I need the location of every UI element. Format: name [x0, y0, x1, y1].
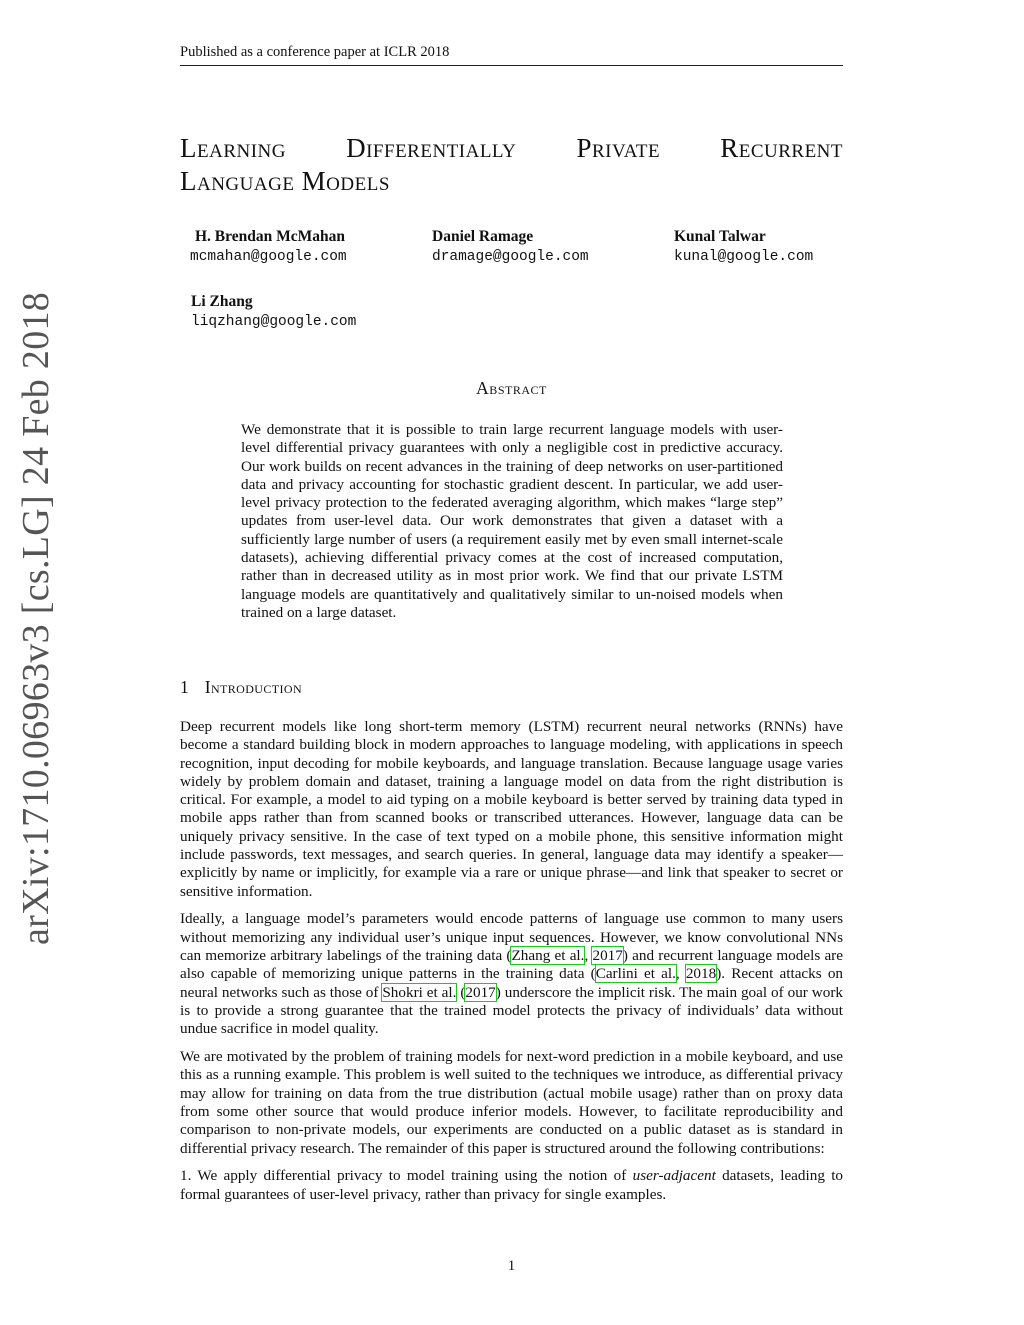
arxiv-identifier: arXiv:1710.06963v3 [cs.LG] 24 Feb 2018 — [15, 291, 57, 945]
paragraph-text: ( — [456, 983, 466, 1001]
author-email: liqzhang@google.com — [191, 314, 357, 330]
author-block — [190, 227, 347, 267]
emphasized-term: user-adjacent — [632, 1167, 716, 1185]
title-line-1: Learning Differentially Private Recurrent — [180, 133, 843, 163]
author-block — [674, 227, 813, 267]
paragraph-text: datasets, leading to formal guarantees of user-level privacy, rather than privacy for single examples. — [180, 1167, 844, 1203]
author-name: Li Zhang — [191, 293, 253, 310]
author-email: kunal@google.com — [674, 249, 814, 265]
paragraph-text: ). Recent attacks on neural networks such as those of — [180, 965, 844, 1001]
paragraph-text: ) underscore the implicit risk. The main goal of our work is to provide a strong guarantee that the trained model protects the privacy of individuals’ data without undue sacrifice in model quality. — [180, 983, 843, 1038]
paragraph-text: ) and recurrent language models are also capable of memorizing unique patterns in the training data ( — [180, 947, 843, 983]
paragraph-text: , — [584, 947, 593, 965]
section-heading — [180, 677, 843, 698]
author-name: H. Brendan McMahan — [195, 228, 345, 245]
citation-year-link[interactable]: 2017 — [465, 983, 496, 1001]
citation-year-link[interactable]: 2017 — [592, 947, 623, 965]
title-line-2: Language Models — [180, 166, 390, 196]
paragraph-text: Ideally, a language model’s parameters would encode patterns of language use common to many users without memorizing any individual user’s unique input sequences. However, we know convolutional NNs can memorize arbitrary labelings of the training data ( — [180, 910, 843, 965]
abstract-text: We demonstrate that it is possible to train large recurrent language models with user-level differential privacy guarantees with only a negligible cost in predictive accuracy. Our work builds on recent advances in the training of deep networks on user-partitioned data and privacy accounting for stochastic gradient descent. In particular, we add user-level privacy protection to the federated averaging algorithm, which makes “large step” updates from user-level data. Our work demonstrates that given a dataset with a sufficiently large number of users (a requirement easily met by even small internet-scale datasets), achieving differential privacy comes at the cost of increased computation, rather than in decreased utility as in most prior work. We find that our private LSTM language models are quantitatively and qualitatively similar to un-noised models when trained on a large dataset. — [241, 421, 783, 621]
author-email: mcmahan@google.com — [190, 249, 347, 265]
citation-year-link[interactable]: 2018 — [685, 965, 717, 983]
paragraph-text: 1. We apply differential privacy to model training using the notion of — [180, 1167, 633, 1185]
abstract-heading: Abstract — [476, 378, 547, 398]
paper-title — [180, 132, 843, 198]
author-name: Daniel Ramage — [432, 228, 534, 245]
citation-link[interactable]: Shokri et al. — [382, 983, 457, 1001]
section-body — [180, 718, 843, 1213]
author-name: Kunal Talwar — [674, 228, 766, 245]
paragraph — [180, 910, 843, 1038]
paragraph: We are motivated by the problem of training models for next-word prediction in a mobile keyboard, and use this as a running example. This problem is well suited to the techniques we introduce, as differential privacy may allow for training on data from the true distribution (actual mobile usage) rather than on proxy data from some other source that would produce inferior models. However, to facilitate reproducibility and comparison to non-private models, our experiments are conducted on a public dataset as is standard in differential privacy research. The remainder of this paper is structured around the following contributions: — [180, 1048, 843, 1157]
author-email: dramage@google.com — [432, 249, 589, 265]
citation-link[interactable]: Carlini et al. — [595, 965, 676, 983]
section-number: 1 — [180, 677, 189, 697]
paragraph: Deep recurrent models like long short-term memory (LSTM) recurrent neural networks (RNNs) have become a standard building block in modern approaches to language modeling, with applications in speech recognition, input decoding for mobile keyboards, and language translation. Because language usage varies widely by problem domain and dataset, training a language model on data from the right distribution is critical. For example, a model to aid typing on a mobile keyboard is better served by training data typed in mobile apps rather than from scanned books or transcribed utterances. However, language data can be uniquely privacy sensitive. In the case of text typed on a mobile phone, this sensitive information might include passwords, text messages, and search queries. In general, language data may identify a speaker—explicitly by name or implicitly, for example via a rare or unique phrase—and link that speaker to secret or sensitive information. — [180, 718, 843, 900]
citation-link[interactable]: Zhang et al. — [511, 947, 585, 965]
page-number: 1 — [507, 1258, 516, 1274]
paragraph-text: , — [675, 965, 686, 983]
author-block — [432, 227, 589, 267]
running-head: Published as a conference paper at ICLR 2018 — [180, 44, 843, 66]
author-block — [191, 292, 356, 332]
paragraph — [180, 1167, 843, 1204]
section-title: Introduction — [204, 677, 303, 697]
